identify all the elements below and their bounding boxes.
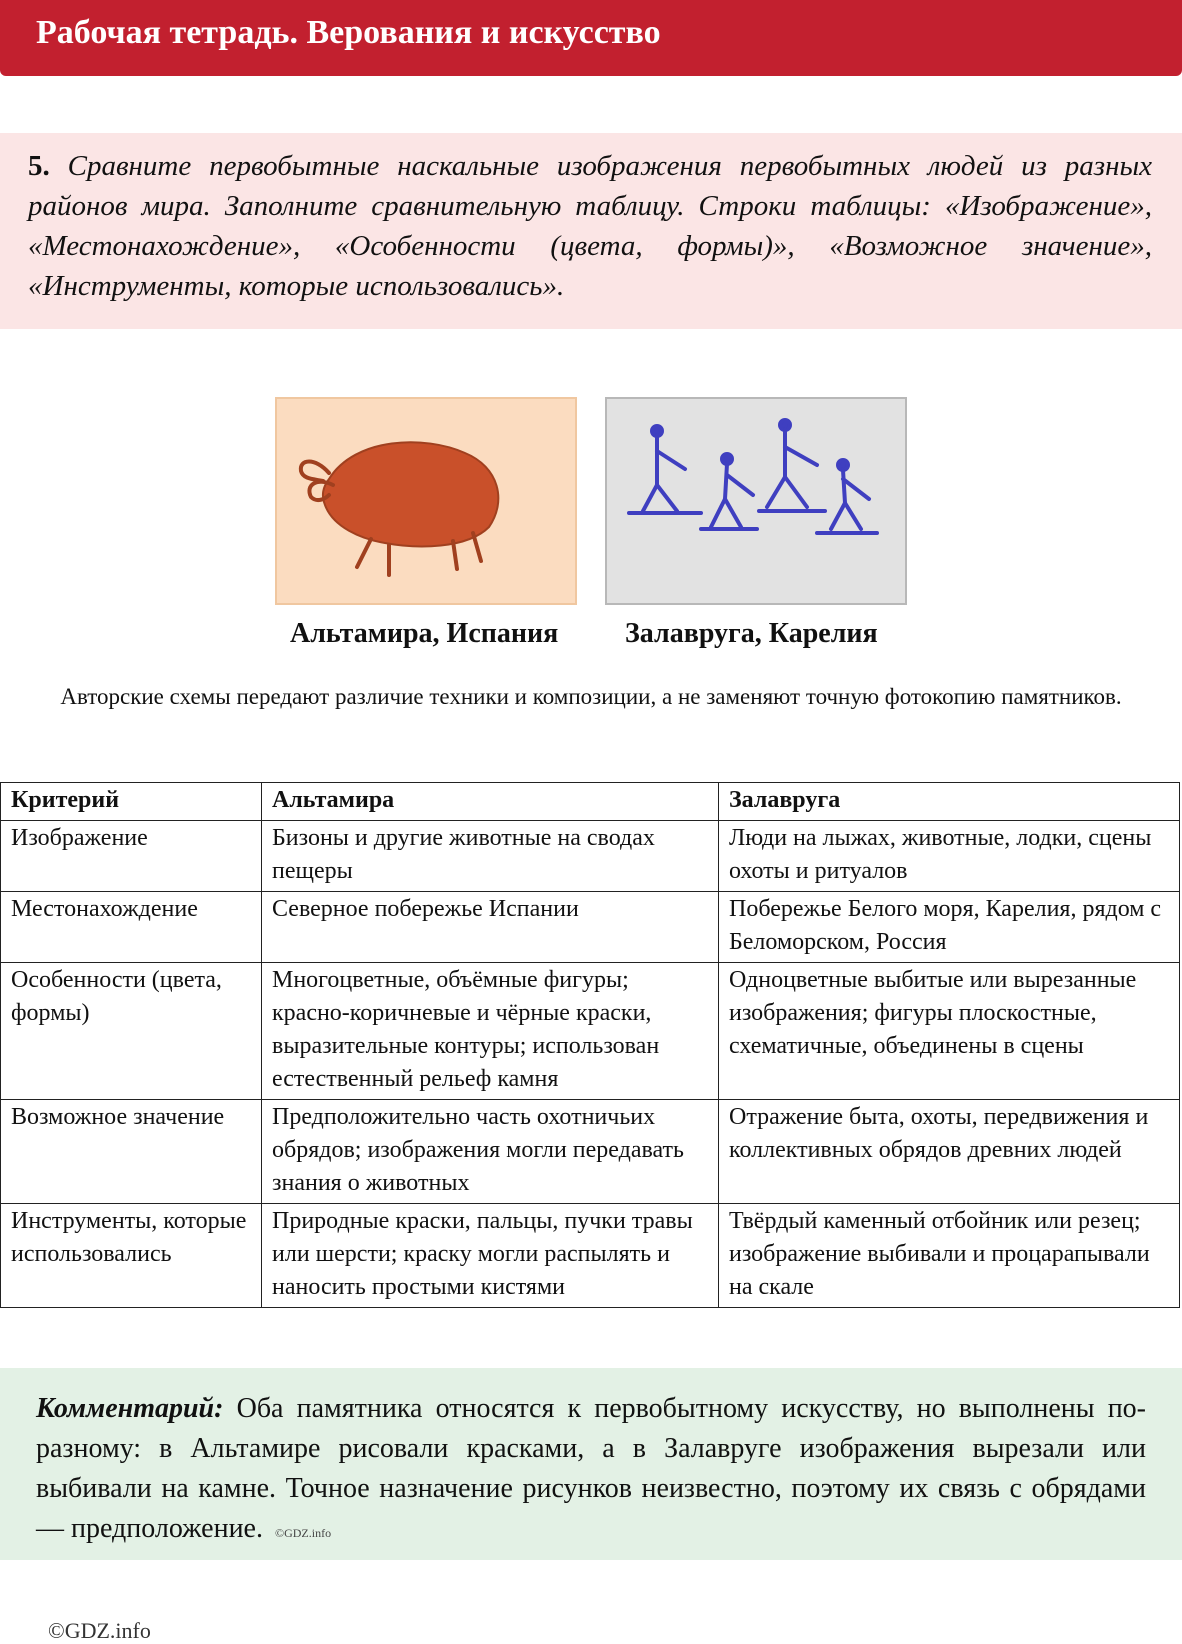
table-header-row	[1, 783, 1180, 821]
skiers-drawing	[607, 399, 905, 603]
task-number: 5.	[28, 150, 50, 182]
table-row	[1, 892, 1180, 963]
altamira-cell: Природные краски, пальцы, пучки травы или шерсти; краску могли распылять и наносить простыми кистями	[262, 1204, 719, 1308]
zalavruga-cell: Одноцветные выбитые или вырезанные изображения; фигуры плоскостные, схематичные, объединены в сцены	[719, 963, 1180, 1100]
header-cell: Залавруга	[719, 783, 1180, 821]
zalavruga-cell: Отражение быта, охоты, передвижения и коллективных обрядов древних людей	[719, 1100, 1180, 1204]
altamira-cell: Бизоны и другие животные на сводах пещеры	[262, 821, 719, 892]
schemes-note: Авторские схемы передают различие техники и композиции, а не заменяют точную фотокопию памятников.	[60, 684, 1122, 709]
task-text-block	[28, 146, 1152, 306]
zalavruga-cell: Твёрдый каменный отбойник или резец; изображение выбивали и процарапывали на скале	[719, 1204, 1180, 1308]
table-row	[1, 1100, 1180, 1204]
criterion-cell: Местонахождение	[1, 892, 262, 963]
header-cell: Альтамира	[262, 783, 719, 821]
comment-text: Оба памятника относятся к первобытному искусству, но выполнены по-разному: в Альтамире рисовали красками, а в Залавруге изображения вырезали или выбивали на камне. Точное назначение рисунков неизвестно, поэтому их связь с обрядами — предположение.	[36, 1393, 1146, 1544]
table-row	[1, 821, 1180, 892]
comparison-table	[0, 782, 1180, 1308]
footer-copyright: ©GDZ.info	[48, 1618, 151, 1643]
table-row	[1, 1204, 1180, 1308]
altamira-cell: Предположительно часть охотничьих обрядов; изображения могли передавать знания о животных	[262, 1100, 719, 1204]
altamira-cell: Северное побережье Испании	[262, 892, 719, 963]
criterion-cell: Инструменты, которые использовались	[1, 1204, 262, 1308]
criterion-cell: Возможное значение	[1, 1100, 262, 1204]
altamira-cell: Многоцветные, объёмные фигуры; красно-коричневые и чёрные краски, выразительные контуры; использован естественный рельеф камня	[262, 963, 719, 1100]
criterion-cell: Изображение	[1, 821, 262, 892]
comment-watermark: ©GDZ.info	[274, 1526, 332, 1540]
header-cell: Критерий	[1, 783, 262, 821]
zalavruga-cell: Побережье Белого моря, Карелия, рядом с Беломорском, Россия	[719, 892, 1180, 963]
task-text: Сравните первобытные наскальные изображения первобытных людей из разных районов мира. Заполните сравнительную таблицу. Строки таблицы: «Изображение», «Местонахождение», «Особенности (цвета, формы)», «Возможное значение», «Инструменты, которые использовались».	[28, 150, 1153, 302]
altamira-caption: Альтамира, Испания	[290, 618, 559, 649]
zalavruga-cell: Люди на лыжах, животные, лодки, сцены охоты и ритуалов	[719, 821, 1180, 892]
altamira-image	[275, 397, 577, 605]
table-row	[1, 963, 1180, 1100]
zalavruga-image	[605, 397, 907, 605]
bison-drawing	[277, 399, 575, 603]
criterion-cell: Особенности (цвета, формы)	[1, 963, 262, 1100]
page-header	[0, 0, 1182, 76]
comment-block	[36, 1389, 1146, 1553]
comment-label: Комментарий:	[36, 1393, 224, 1424]
zalavruga-caption: Залавруга, Карелия	[625, 618, 878, 649]
page-title: Рабочая тетрадь. Верования и искусство	[36, 14, 661, 51]
